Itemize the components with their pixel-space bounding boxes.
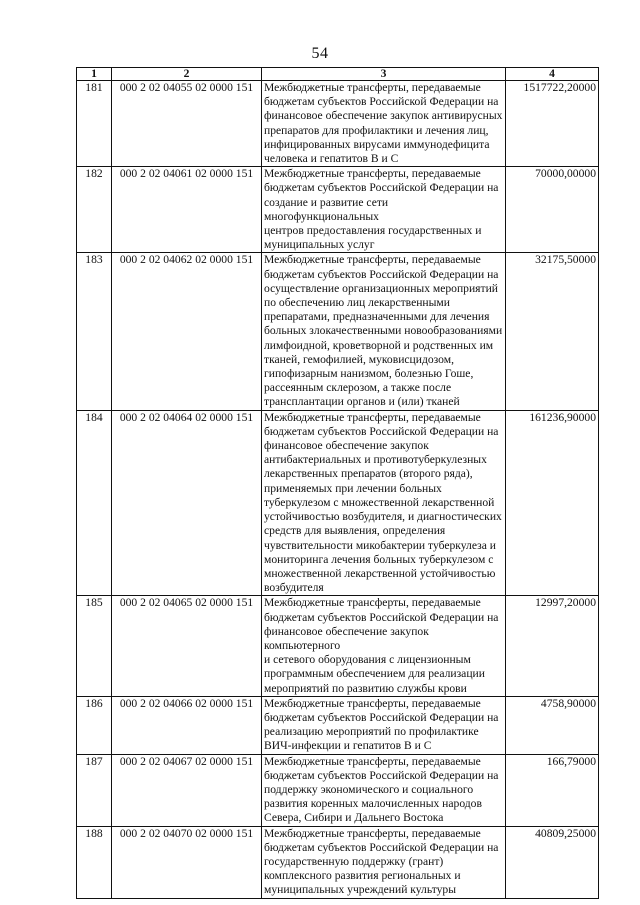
table-row bbox=[77, 81, 599, 167]
description-line: центров предоставления государственных и bbox=[264, 224, 482, 238]
table-row bbox=[77, 696, 599, 754]
description-cell bbox=[262, 253, 506, 410]
description-line: по обеспечению лиц лекарственными bbox=[264, 296, 450, 310]
description-line: осуществление организационных мероприятий bbox=[264, 281, 498, 295]
description-line: финансовое обеспечение закупок компьютерного bbox=[264, 624, 429, 652]
description-line: Межбюджетные трансферты, передаваемые bbox=[264, 754, 481, 768]
amount: 12997,20000 bbox=[506, 596, 599, 696]
description-line: Межбюджетные трансферты, передаваемые bbox=[264, 696, 481, 710]
description-line: бюджетам субъектов Российской Федерации на bbox=[264, 424, 499, 438]
row-number: 187 bbox=[77, 754, 112, 826]
description-line: создание и развитие сети многофункциональных bbox=[264, 195, 389, 223]
description-line: препаратов для профилактики и лечения лиц, bbox=[264, 123, 489, 137]
description-line: множественной лекарственной устойчивостью bbox=[264, 566, 496, 580]
description-line: бюджетам субъектов Российской Федерации на bbox=[264, 710, 499, 724]
row-number: 181 bbox=[77, 81, 112, 167]
description-line: муниципальных услуг bbox=[264, 238, 375, 252]
budget-code: 000 2 02 04067 02 0000 151 bbox=[112, 754, 262, 826]
description-cell bbox=[262, 410, 506, 596]
description-line: ВИЧ-инфекции и гепатитов В и С bbox=[264, 739, 432, 753]
column-header-3: 3 bbox=[262, 68, 506, 81]
description-line: лимфоидной, кроветворной и родственных им bbox=[264, 338, 494, 352]
description-line: мониторинга лечения больных туберкулезом с bbox=[264, 552, 494, 566]
row-number: 183 bbox=[77, 253, 112, 410]
description-line: Межбюджетные трансферты, передаваемые bbox=[264, 826, 481, 840]
description-line: больных злокачественными новообразованиями bbox=[264, 324, 503, 338]
description-line: лекарственных препаратов (второго ряда), bbox=[264, 467, 473, 481]
description-line: гипофизарным нанизмом, болезнью Гоше, bbox=[264, 367, 474, 381]
description-line: реализацию мероприятий по профилактике bbox=[264, 725, 479, 739]
description-line: мероприятий по развитию службы крови bbox=[264, 681, 467, 695]
description-line: государственную поддержку (грант) bbox=[264, 854, 444, 868]
description-line: человека и гепатитов В и С bbox=[264, 152, 399, 166]
description-line: Севера, Сибири и Дальнего Востока bbox=[264, 811, 444, 825]
description-cell bbox=[262, 596, 506, 696]
description-line: комплексного развития региональных и bbox=[264, 869, 461, 883]
budget-table bbox=[76, 67, 599, 899]
table-body bbox=[77, 81, 599, 899]
description-line: Межбюджетные трансферты, передаваемые bbox=[264, 253, 481, 267]
description-line: применяемых при лечении больных bbox=[264, 481, 442, 495]
description-line: рассеянным склерозом, а также после bbox=[264, 381, 452, 395]
table-row bbox=[77, 167, 599, 253]
description-line: инфицированных вирусами иммунодефицита bbox=[264, 137, 490, 151]
budget-code: 000 2 02 04070 02 0000 151 bbox=[112, 826, 262, 898]
row-number: 185 bbox=[77, 596, 112, 696]
description-line: Межбюджетные трансферты, передаваемые bbox=[264, 596, 481, 610]
description-line: программным обеспечением для реализации bbox=[264, 667, 485, 681]
table-row bbox=[77, 596, 599, 696]
description-line: Межбюджетные трансферты, передаваемые bbox=[264, 167, 481, 181]
description-line: трансплантации органов и (или) тканей bbox=[264, 395, 460, 409]
description-line: Межбюджетные трансферты, передаваемые bbox=[264, 410, 481, 424]
description-line: тканей, гемофилией, муковисцидозом, bbox=[264, 352, 454, 366]
description-line: препаратами, предназначенными для лечения bbox=[264, 310, 490, 324]
description-cell bbox=[262, 696, 506, 754]
description-cell bbox=[262, 81, 506, 167]
column-header-1: 1 bbox=[77, 68, 112, 81]
column-header-2: 2 bbox=[112, 68, 262, 81]
description-line: и сетевого оборудования с лицензионным bbox=[264, 653, 471, 667]
description-line: туберкулезом с множественной лекарственной bbox=[264, 495, 495, 509]
description-line: средств для выявления, определения bbox=[264, 524, 446, 538]
amount: 4758,90000 bbox=[506, 696, 599, 754]
table-row bbox=[77, 754, 599, 826]
description-line: финансовое обеспечение закупок bbox=[264, 439, 429, 453]
amount: 32175,50000 bbox=[506, 253, 599, 410]
budget-code: 000 2 02 04066 02 0000 151 bbox=[112, 696, 262, 754]
amount: 161236,90000 bbox=[506, 410, 599, 596]
description-line: бюджетам субъектов Российской Федерации на bbox=[264, 768, 499, 782]
description-line: чувствительности микобактерии туберкулеза и bbox=[264, 538, 496, 552]
description-line: развития коренных малочисленных народов bbox=[264, 797, 482, 811]
description-line: устойчивостью возбудителя, и диагностических bbox=[264, 510, 502, 524]
description-line: поддержку экономического и социального bbox=[264, 782, 474, 796]
row-number: 184 bbox=[77, 410, 112, 596]
amount: 70000,00000 bbox=[506, 167, 599, 253]
row-number: 186 bbox=[77, 696, 112, 754]
description-line: бюджетам субъектов Российской Федерации на bbox=[264, 267, 499, 281]
budget-code: 000 2 02 04061 02 0000 151 bbox=[112, 167, 262, 253]
description-cell bbox=[262, 754, 506, 826]
description-line: бюджетам субъектов Российской Федерации на bbox=[264, 95, 499, 109]
table-row bbox=[77, 253, 599, 410]
description-line: Межбюджетные трансферты, передаваемые bbox=[264, 81, 481, 94]
row-number: 188 bbox=[77, 826, 112, 898]
description-line: бюджетам субъектов Российской Федерации на bbox=[264, 610, 499, 624]
budget-code: 000 2 02 04064 02 0000 151 bbox=[112, 410, 262, 596]
row-number: 182 bbox=[77, 167, 112, 253]
column-header-4: 4 bbox=[506, 68, 599, 81]
budget-code: 000 2 02 04055 02 0000 151 bbox=[112, 81, 262, 167]
table-row bbox=[77, 826, 599, 898]
amount: 40809,25000 bbox=[506, 826, 599, 898]
description-line: бюджетам субъектов Российской Федерации на bbox=[264, 181, 499, 195]
amount: 166,79000 bbox=[506, 754, 599, 826]
page-number: 54 bbox=[311, 45, 329, 62]
description-line: возбудителя bbox=[264, 581, 324, 595]
description-line: бюджетам субъектов Российской Федерации на bbox=[264, 840, 499, 854]
description-cell bbox=[262, 826, 506, 898]
budget-code: 000 2 02 04065 02 0000 151 bbox=[112, 596, 262, 696]
description-line: муниципальных учреждений культуры bbox=[264, 883, 456, 897]
table-header bbox=[77, 68, 599, 81]
description-line: антибактериальных и противотуберкулезных bbox=[264, 453, 487, 467]
header-row bbox=[77, 68, 599, 81]
budget-code: 000 2 02 04062 02 0000 151 bbox=[112, 253, 262, 410]
table-row bbox=[77, 410, 599, 596]
description-cell bbox=[262, 167, 506, 253]
description-line: финансовое обеспечение закупок антивирусных bbox=[264, 109, 503, 123]
amount: 1517722,20000 bbox=[506, 81, 599, 167]
